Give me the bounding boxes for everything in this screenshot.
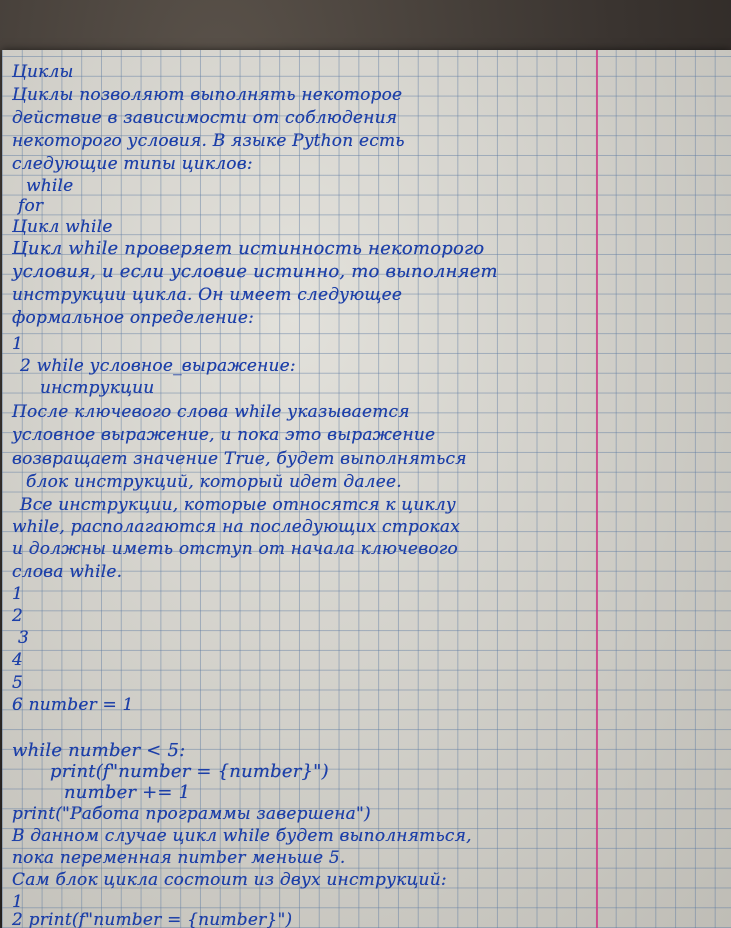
text-line: Все инструкции, которые относятся к циклу <box>20 495 456 515</box>
text-line: Сам блок цикла состоит из двух инструкций: <box>12 870 447 890</box>
code-line: 2 while условное_выражение: <box>20 356 296 376</box>
heading-cycles: Циклы <box>12 62 74 82</box>
code-line: инструкции <box>40 378 155 398</box>
text-line: слова while. <box>12 562 123 582</box>
margin-line <box>596 50 598 928</box>
code-line: 2 print(f"number = {number}") <box>12 910 293 928</box>
text-line: блок инструкций, который идет далее. <box>26 472 402 492</box>
text-line: следующие типы циклов: <box>12 154 253 174</box>
text-line: while, располагаются на последующих строках <box>12 517 461 537</box>
code-line-number: 4 <box>12 650 24 670</box>
text-line: После ключевого слова while указывается <box>12 402 410 422</box>
text-line: Циклы позволяют выполнять некоторое <box>12 85 403 105</box>
text-line: действие в зависимости от соблюдения <box>12 108 398 128</box>
notebook-page <box>2 50 731 928</box>
heading-while-loop: Цикл while <box>12 217 113 237</box>
list-item-for: for <box>18 196 44 216</box>
code-line-number: 1 <box>12 892 24 912</box>
code-line-number: 3 <box>18 628 30 648</box>
text-line: и должны иметь отступ от начала ключевого <box>12 539 458 559</box>
handwritten-text <box>12 62 596 928</box>
code-line: number += 1 <box>64 782 191 803</box>
text-line: инструкции цикла. Он имеет следующее <box>12 285 403 305</box>
code-line: while number < 5: <box>12 740 186 761</box>
code-line: print("Работа программы завершена") <box>12 804 371 824</box>
list-item-while: while <box>26 176 74 196</box>
text-line: пока переменная number меньше 5. <box>12 848 346 868</box>
code-line: 6 number = 1 <box>12 695 134 715</box>
text-line: некоторого условия. В языке Python есть <box>12 131 405 151</box>
code-line-number: 1 <box>12 334 24 354</box>
text-line: В данном случае цикл while будет выполняться, <box>12 826 472 846</box>
code-line: print(f"number = {number}") <box>50 761 329 782</box>
code-line-number: 2 <box>12 606 24 626</box>
text-line: возвращает значение True, будет выполняться <box>12 449 467 469</box>
code-line-number: 1 <box>12 584 24 604</box>
text-line: формальное определение: <box>12 308 255 328</box>
code-line-number: 5 <box>12 673 24 693</box>
text-line: условия, и если условие истинно, то выполняет <box>12 261 498 282</box>
text-line: Цикл while проверяет истинность некоторого <box>12 238 485 259</box>
text-line: условное выражение, и пока это выражение <box>12 425 436 445</box>
